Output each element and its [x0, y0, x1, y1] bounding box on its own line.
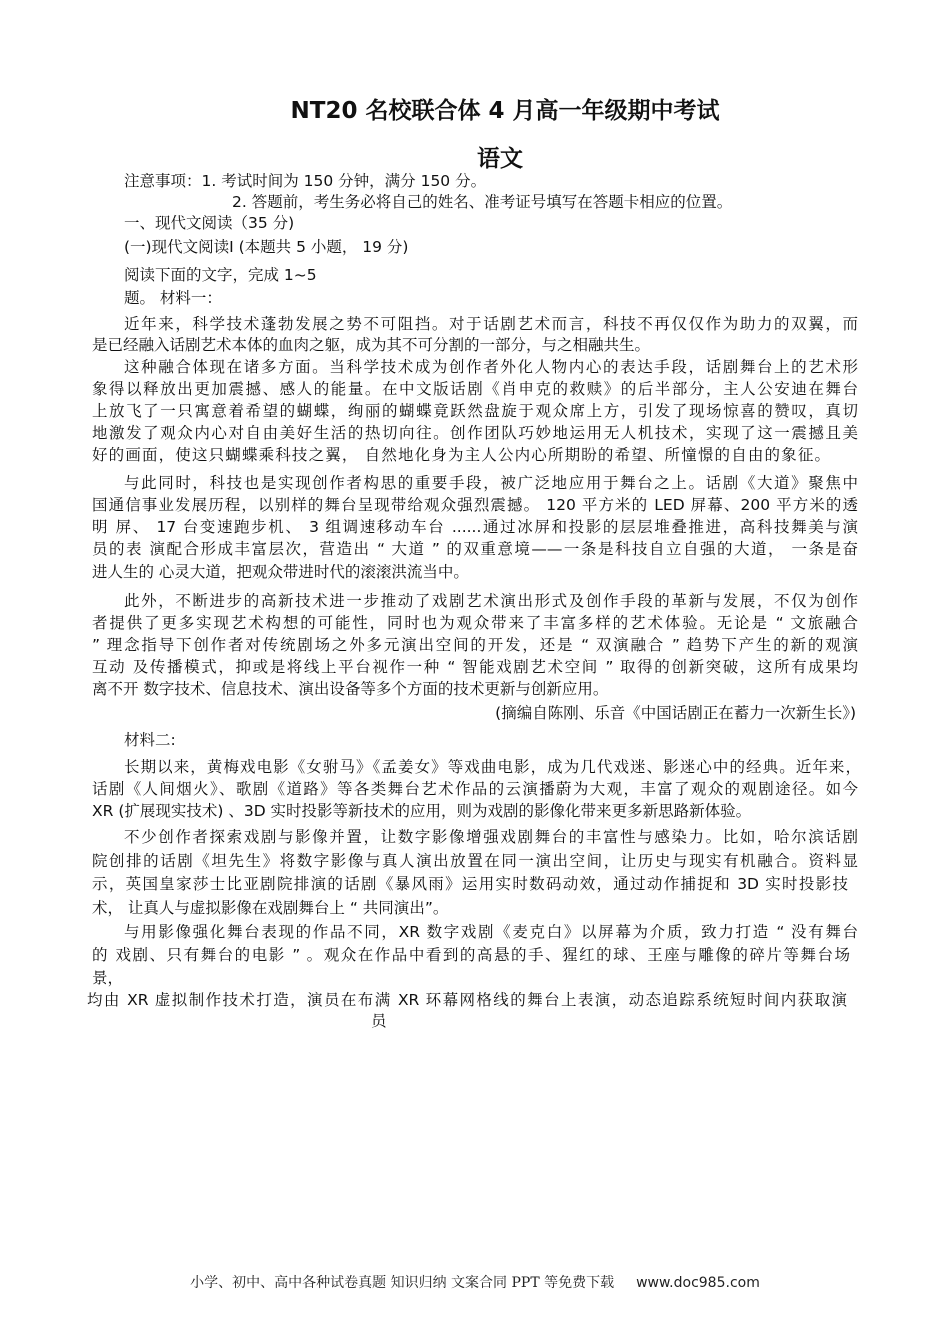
material2-line: 景， — [92, 969, 124, 987]
notes-line-1: 注意事项：1. 考试时间为 150 分钟，满分 150 分。 — [124, 172, 487, 190]
material1-line: 者提供了更多实现艺术构想的可能性，同时也为观众带来了丰富多样的艺术体验。无论是 “ 文旅融合 — [92, 614, 858, 632]
material1-source: (摘编自陈刚、乐音《中国话剧正在蓄力一次新生长》) — [495, 704, 856, 722]
material1-line: 国通信事业发展历程，以别样的舞台呈现带给观众强烈震撼。 120 平方米的 LED 屏幕、200 平方米的透 — [92, 496, 858, 514]
page-footer — [0, 1272, 950, 1292]
material2-line: 员 — [371, 1012, 387, 1030]
section-heading: 一、现代文阅读（35 分) — [124, 214, 295, 232]
material1-line: 此外，不断进步的高新技术进一步推动了戏剧艺术演出形式及创作手段的革新与发展，不仅为创作 — [124, 592, 858, 610]
material1-line: 地激发了观众内心对自由美好生活的热切向往。创作团队巧妙地运用无人机技术，实现了这一震撼且美 — [92, 424, 858, 442]
material1-line: 与此同时，科技也是实现创作者构思的重要手段，被广泛地应用于舞台之上。话剧《大道》聚焦中 — [124, 474, 858, 492]
material2-line: 长期以来，黄梅戏电影《女驸马》《孟姜女》等戏曲电影，成为几代戏迷、影迷心中的经典。近年来， — [124, 758, 861, 776]
notes-line-2: 2. 答题前，考生务必将自己的姓名、准考证号填写在答题卡相应的位置。 — [232, 193, 733, 211]
material2-line: 示，英国皇家莎士比亚剧院排演的话剧《暴风雨》运用实时数码动效，通过动作捕捉和 3D 实时投影技 — [92, 875, 848, 893]
instruction-line-1: 阅读下面的文字，完成 1~5 — [124, 266, 317, 284]
footer-url[interactable]: www.doc985.com — [636, 1275, 760, 1291]
material1-line: 象得以释放出更加震撼、感人的能量。在中文版话剧《肖申克的救赎》的后半部分，主人公安迪在舞台 — [92, 380, 858, 398]
material2-line: 院创排的话剧《坦先生》将数字影像与真人演出放置在同一演出空间，让历史与现实有机融合。资料显 — [92, 852, 858, 870]
material2-label: 材料二: — [124, 731, 176, 749]
material1-line: 好的画面，使这只蝴蝶乘科技之翼， 自然地化身为主人公内心所期盼的希望、所憧憬的自由的象征。 — [92, 446, 830, 464]
material2-line: 均由 XR 虚拟制作技术打造，演员在布满 XR 环幕网格线的舞台上表演，动态追踪系统短时间内获取演 — [87, 991, 847, 1009]
material1-line: 这种融合体现在诸多方面。当科学技术成为创作者外化人物内心的表达手段，话剧舞台上的艺术形 — [124, 358, 858, 376]
section-subheading: (一)现代文阅读Ⅰ (本题共 5 小题， 19 分) — [124, 238, 409, 256]
subject-title: 语文 — [477, 146, 523, 172]
material1-line: 进人生的 心灵大道，把观众带进时代的滚滚洪流当中。 — [92, 563, 469, 581]
material2-line: 术， 让真人与虚拟影像在戏剧舞台上 “ 共同演出”。 — [92, 899, 449, 917]
material2-line: 不少创作者探索戏剧与影像并置，让数字影像增强戏剧舞台的丰富性与感染力。比如，哈尔滨话剧 — [124, 828, 858, 846]
material2-line: 的 戏剧、只有舞台的电影 ” 。观众在作品中看到的高悬的手、猩红的球、王座与雕像的碎片等舞台场 — [92, 946, 850, 964]
footer-text: 小学、初中、高中各种试卷真题 知识归纳 文案合同 PPT 等免费下载 — [190, 1275, 615, 1291]
material1-line: 离不开 数字技术、信息技术、演出设备等多个方面的技术更新与创新应用。 — [92, 680, 609, 698]
material1-line: 员的表 演配合形成丰富层次，营造出 “ 大道 ” 的双重意境——一条是科技自立自强的大道， 一条是奋 — [92, 540, 858, 558]
material1-line: 近年来，科学技术蓬勃发展之势不可阻挡。对于话剧艺术而言，科技不再仅仅作为助力的双翼，而 — [124, 315, 858, 333]
material1-line: 互动 及传播模式，抑或是将线上平台视作一种 “ 智能戏剧艺术空间 ” 取得的创新突破，这所有成果均 — [92, 658, 858, 676]
exam-title: NT20 名校联合体 4 月高一年级期中考试 — [290, 98, 720, 124]
material2-line: XR (扩展现实技术) 、3D 实时投影等新技术的应用，则为戏剧的影像化带来更多新思路新体验。 — [92, 802, 752, 820]
material1-line: 明 屏、 17 台变速跑步机、 3 组调速移动车台 ......通过冰屏和投影的层层堆叠推进，高科技舞美与演 — [92, 518, 858, 536]
material1-line: ” 理念指导下创作者对传统剧场之外多元演出空间的开发，还是 “ 双演融合 ” 趋势下产生的新的观演 — [92, 636, 858, 654]
material1-line: 上放飞了一只寓意着希望的蝴蝶，绚丽的蝴蝶竟跃然盘旋于观众席上方，引发了现场惊喜的赞叹，真切 — [92, 402, 858, 420]
material2-line: 话剧《人间烟火》、歌剧《道路》等各类舞台艺术作品的云演播蔚为大观，丰富了观众的观剧途径。如今 — [92, 780, 858, 798]
material2-line: 与用影像强化舞台表现的作品不同，XR 数字戏剧《麦克白》以屏幕为介质，致力打造 “ 没有舞台 — [124, 923, 858, 941]
instruction-line-2: 题。 材料一： — [124, 289, 222, 307]
material1-line: 是已经融入话剧艺术本体的血肉之躯，成为其不可分割的一部分，与之相融共生。 — [92, 336, 651, 354]
